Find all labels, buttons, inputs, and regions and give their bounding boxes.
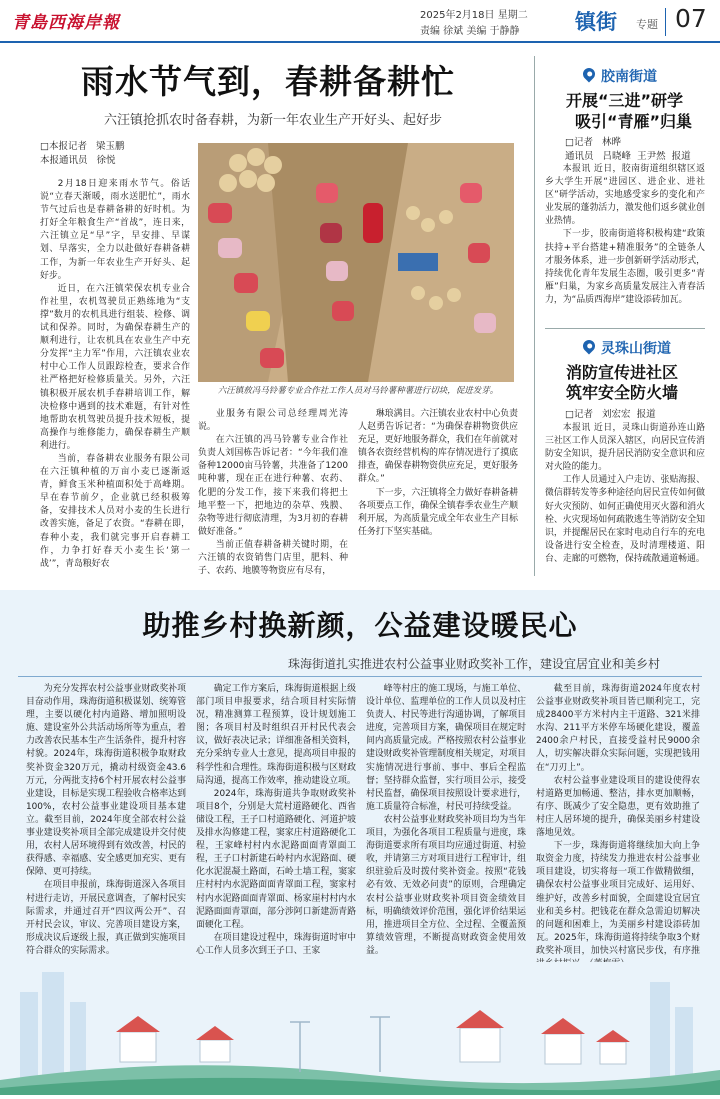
farm-workers-photo [198,143,514,382]
location-pin-icon [581,66,598,83]
story1-column-1 [40,178,190,578]
story1-column-2 [198,408,348,580]
side2-district-label: 灵珠山街道 [601,341,671,357]
village-scene-illustration [0,962,720,1095]
paragraph: 琳琅满目。六汪镇农业农村中心负责人赵勇告诉记者：“为确保春耕物资供应充足，更好地服务群众，我们在年前就对镇各农资经营机构的库存情况进行了摸底排查，确保春耕物资供应充足，更好服务群众。” [358,409,518,485]
story2-rule [18,676,702,677]
paragraph: 本报讯 近日，灵珠山街道孙连山路三社区工作人员深入辖区，向居民宣传消防安全知识，提升居民消防安全意识和应对火险的能力。 [545,423,705,473]
side1-body [545,163,705,323]
story2-column-2 [196,683,356,973]
newspaper-logo: 青島西海岸報 [12,13,120,33]
paragraph: 在六汪镇的冯马铃薯专业合作社负责人刘国栋告诉记者：“今年我们准备种12000亩马铃薯，共准备了1200吨种薯，现在正在进行种薯、农药、化肥的分发工作，接下来我们将把土地平整一下，把地边的杂草、残膜、杂物等进行彻底清理，为3月初的春耕做好准备。” [198,435,348,537]
village-illustration [0,962,720,1095]
story1-byline: □本报记者 梁玉鹏 本报通讯员 徐悦 [40,141,125,166]
paragraph: 确定工作方案后，珠海街道根据上级部门项目申报要求，结合项目村实际情况，精准测算工程预算，设计规划施工图；各项目村及时组织召开村民代表会议，做好表决记录；详细准备相关资料，充分采纳专业人士意见，提高项目申报的科学性和合理性。珠海街道积极与区财政局沟通，提高工作效率，推动建设立项。 [196,684,356,786]
paragraph: 农村公益事业建设项目的建设使得农村道路更加畅通、整洁，排水更加顺畅，有序、既减少了安全隐患，更有效助推了村庄人居环境的提升，确保美丽乡村建设落地见效。 [536,775,700,839]
side1-district [583,66,657,86]
paragraph: 当前，春备耕农业服务有限公司在六汪镇种植的万亩小麦已逐渐返青，鲜食玉米种植面积处于高峰期。早在春节前夕，企业就已经积极筹备，安排技术人员对小麦的生长进行改善实施，备足了农资。“春耕在即，春种小麦，我们就完事开启春耕工作，力争打好春天小麦生长‘第一战’”，青岛粮好农 [40,453,190,569]
side1-title-line2: 吸引“青雁”归巢 [575,112,693,131]
story1-photo [198,143,514,382]
header-divider [665,8,666,36]
side1-district-label: 胶南街道 [601,69,657,85]
side2-byline: □记者 刘宏宏 报道 [565,409,656,420]
story1-headline: 雨水节气到，春耕备耕忙 [81,62,455,101]
story2-headline: 助推乡村换新颜，公益建设暖民心 [142,609,578,642]
location-pin-icon [581,338,598,355]
side1-byline: □记者 林晔 通讯员 吕晓峰 王尹然 报道 [565,137,691,162]
story1-column-3 [358,408,518,580]
story2-column-3 [366,683,526,973]
paragraph: 下一步，珠海街道将继续加大向上争取资金力度，持续发力推进农村公益事业项目建设，切实将每一项工作做精做细，确保农村公益事业项目完成好、运用好、维护好，改善乡村面貌，全面建设宜居宜业和美乡村。把钱花在群众急需迫切解决的问题和困难上，为美丽乡村建设添砖加瓦。2025年，珠海街道将持续争取3个财政奖补项目，加快兴村富民步伐，有序推 [536,841,700,956]
column-rule [534,56,535,576]
header-rule [0,41,720,43]
paragraph: 截至目前，珠海街道2024年度农村公益事业财政奖补项目皆已顺利完工，完成28400平方米村内主干道路、321米排水沟、211平方米停车场硬化建设，覆盖2400余户村民，直接受益村民9000余人，切实解决群众实际问题，实现把钱用在“刀刃上”。 [536,684,700,773]
story1-photo-caption: 六汪镇敖冯马铃薯专业合作社工作人员对马铃薯种薯进行切块，促进发芽。 [217,386,499,396]
page-number: 07 [675,4,707,33]
paragraph: 下一步，胶南街道将积极构建“政策扶持+平台搭建+精准服务”的全链条人才服务体系，进一步创新研学活动形式，持续优化青年发展生态圈，吸引更多“青雁”归巢，为家乡高质量发展注入青春活力，为“品质西海岸”建设添砖加瓦。 [545,229,705,305]
paragraph: 农村公益事业财政奖补项目均为当年项目，为强化各项目工程质量与进度，珠海街道要求所有项目均应通过街道、村验收，并请第三方对项目进行工程审计，组织驻验后及时拨付奖补资金。按照“花钱必有效、无效必问责”的原则，合理确定农村公益事业财政奖补项目资金绩效目标，明确绩效评价范围，强化评价结果运用，推进项目全方位、全过程、全覆盖预算绩效管理，不断提高财政资金使用效益。 [366,814,526,956]
paragraph: 2024年，珠海街道共争取财政奖补项目8个，分别是大荒村道路硬化、西省储设工程，王子口村道路硬化、河道护坡及排水沟修建工程，窦家庄村道路硬化工程，王家峰村村内水泥路面面青罩面工程，王子口村新建石岭村内水泥路面、硬化水泥混凝土路面，石岭土墙工程，窦家庄村村内水泥路面面青罩面工程，窦家村村内水泥路面面青罩面、杨家崖村村内水泥路面面青罩面，部分涉阿口新建沥青路面硬化工程。 [196,788,356,930]
story2-column-1 [26,683,186,973]
paragraph: 在项目申报前，珠海街道深入各项目村进行走访，开展民意调查，了解村民实际需求，并通过召开“四议两公开”、召开村民会议，审议、完善项目建设方案，形成决议后逐级上报，真正做到实施项目符合群众的实际需求。 [26,880,186,956]
editors-line: 责编 徐斌 美编 于静静 [420,26,520,37]
paragraph: 在项目建设过程中，珠海街道时审中心工作人员多次到王子口、王家 [196,932,356,956]
story1-subheadline: 六汪镇抢抓农时备春耕，为新一年农业生产开好头、起好步 [103,113,442,128]
paragraph: 本报讯 近日，胶南街道组织辖区返乡大学生开展“进园区、进企业、进社区”研学活动，实地感受家乡的变化和产业发展的蓬勃活力，激发他们返乡就业创业热情。 [545,164,705,227]
side-divider [545,328,705,329]
paragraph: 下一步，六汪镇将全力做好春耕备耕各项要点工作，确保全镇春季农业生产顺利开展，为高质量完成全年农业生产目标任务打下坚实基础。 [358,487,518,537]
paragraph: 近日，在六汪镇荣保农机专业合作社里，农机驾驶员正熟练地为“支撑”数月的农机具进行组装、检修、调试和保养。同时，为确保春耕生产的顺利进行，让农机具在农业生产中充分发挥“主力军”作用，六汪镇农业农村中心工作人员跟踪检查，要求合作社严格把好检修质量关。另外，六汪镇积极开展农机手春耕培训工作，解决检修中遇到的技术难题，有针对性地帮助农机驾驶员提升技术短板，提高操作与维修能力，确保春耕生产顺利进行。 [40,283,190,451]
side2-title-line2: 筑牢安全防火墙 [566,383,679,402]
paragraph: 峰等村庄的施工现场，与施工单位、设计单位、监理单位的工作人员以及村庄负责人、村民等进行沟通协调，了解项目进度，完善项目方案，确保项目在规定时间内高质量完成。严格按照农村公益事业建设财政奖补管理制度相关规定，对项目实施情况进行事前、事中、事后全程监督；坚持群众监督，实行项目公示，接受村民监督，确保项目按照设计要求进行，施工质量符合标准，村民可持续受益。 [366,684,526,812]
section-title: 镇街 [575,10,617,34]
paragraph: 为充分发挥农村公益事业财政奖补项目奋动作用，珠海街道积极谋划、统筹管理，主要以硬化村内道路、增加照明设施、建设室外公共活动场所等为重点，着力改善农民基本生产生活条件，提升村容村貌。2024年，珠海街道积极争取财政奖补资金320万元，撬动村级资金43.6万元，分两批支持6个村开展农村公益事业建设，目标是实现工程验收合格率达到100%，农村公益事业建设项目基本建立。截至目前，2024年度全部农村公益事业建设奖补项目全部完成建设并交付使用，农村人居环境得到有效改善，村民的获得感、幸福感、安全感更加充实、更有保障、更可持续。 [26,684,186,878]
issue-date: 2025年2月18日 星期二 [420,10,528,21]
section-subtitle: 专题 [636,18,658,31]
paragraph: 工作人员通过入户走访、张贴海报、微信群转发等多种途径向居民宣传如何做好火灾预防、如何正确使用灭火器和消火栓、火灾现场如何疏散逃生等消防安全知识，并提醒居民在家时电动自行车的充电设备进行安全检查，及时清理楼道、阳台、走廊的可燃物，保持疏散通道畅通。 [545,475,705,564]
story2-subheadline: 珠海街道扎实推进农村公益事业财政奖补工作，建设宜居宜业和美乡村 [287,657,660,671]
side1-title-line1: 开展“三进”研学 [566,91,684,110]
story2-column-4 [536,683,700,973]
side2-title-line1: 消防宣传进社区 [566,363,679,382]
paragraph: 当前正值春耕备耕关键时期，在六汪镇的农资销售门店里，肥料、种子、农药、地膜等物资应有尽有， [198,539,348,577]
side2-body [545,422,705,577]
paragraph: 2月18日迎来雨水节气。俗话说“立春天渐暖，雨水送肥忙”，雨水节气过后也是春耕备耕的好时机。为打好全年粮食生产“首战”，连日来，六汪镇立足“早”字，早安排、早谋划、早落实，全力以赴做好春耕备耕工作，为新一年农业生产开好头、起好步。 [40,179,190,281]
paragraph: 业服务有限公司总经理周光涛说。 [198,409,348,433]
side2-district [583,338,671,358]
